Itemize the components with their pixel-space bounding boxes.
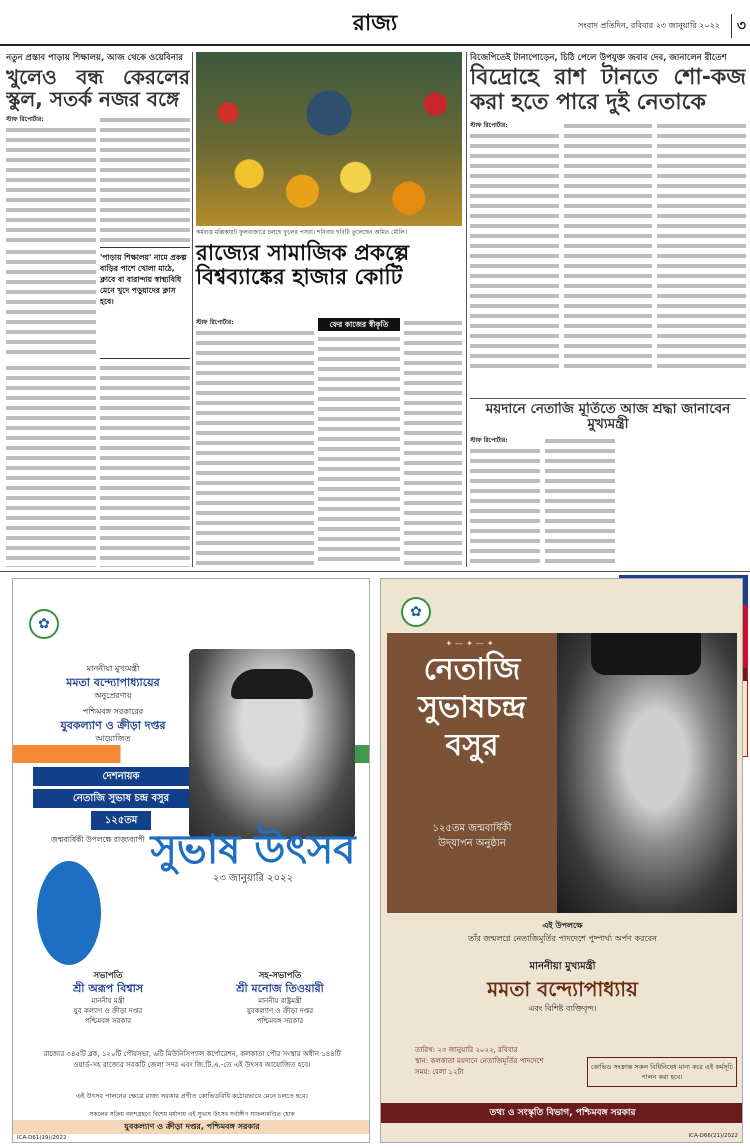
netaji-statue-story	[470, 402, 746, 567]
department-bar: যুবকল্যাণ ও ক্রীড়া দপ্তর, পশ্চিমবঙ্গ সরকার	[13, 1120, 370, 1134]
cm-role: মাননীয়া মুখ্যমন্ত্রী	[529, 961, 596, 972]
netaji-anniversary-ad	[380, 578, 743, 1143]
netaji-portrait	[557, 633, 737, 913]
middle-story-col1	[196, 318, 314, 567]
person-role: সভাপতি	[93, 971, 123, 981]
covid-notice: এই উৎসব পালনের ক্ষেত্রে রাজ্য সরকার প্রণীত কোভিডবিধি কঠোরভাবে মেনে চলতে হবে।	[76, 1092, 308, 1100]
occasion-text	[391, 919, 734, 945]
event-place: স্থান: কলকাতা ময়দানে নেতাজিমূর্তির পাদদেশে	[415, 1057, 544, 1065]
occasion-line: তাঁর জন্মলগ্নে নেতাজিমূর্তির পাদদেশে পুষ্পার্ঘ্য অর্পণ করবেন	[468, 934, 657, 943]
body-text	[564, 121, 653, 371]
department-bar: তথ্য ও সংস্কৃতি বিভাগ, পশ্চিমবঙ্গ সরকার	[381, 1103, 743, 1123]
footer-note: সকলের সক্রিয় অংশগ্রহণে বিশেষ মর্যাদায় এই সুভাষ উৎসব সর্বাঙ্গীণ সাফল্যমণ্ডিত হোক	[89, 1111, 295, 1118]
ad-ribbon: ১২৫তম	[91, 811, 151, 830]
intro-line: অনুপ্রেরণায়	[94, 691, 132, 700]
body-text	[6, 247, 96, 359]
ad-title	[387, 651, 557, 765]
pullquote: 'পাড়ায় শিক্ষালয়' নামে প্রকল্প বাড়ির পাশে খোলা মাঠে, ক্লাবে বা বারান্দায় স্বাস্থ্যবিধি মেনে খুদে পড়ুয়াদের ক্লাস হবে।	[100, 247, 190, 359]
event-details	[415, 1045, 605, 1078]
body-text	[657, 121, 746, 371]
story-kicker: নতুন প্রস্তাব পাড়ায় শিক্ষালয়, আজ থেকে ওয়েবিনার	[6, 53, 183, 63]
story-divider	[470, 398, 746, 399]
festival-date: ২৩ জানুয়ারি ২০২২	[212, 873, 294, 884]
person-name: শ্রী মনোজ তিওয়ারী	[236, 982, 324, 995]
story-byline: স্টাফ রিপোর্টার:	[470, 122, 508, 130]
festival-title: সুভাষ উৎসব	[150, 827, 356, 873]
occasion-line: এই উপলক্ষে	[542, 921, 583, 930]
body-text	[470, 131, 559, 371]
section-divider	[0, 571, 750, 572]
cm-name: মমতা বন্দ্যোপাধ্যায়	[487, 977, 638, 1001]
president-block	[33, 971, 183, 1026]
story-kicker: বিজেপিতেই টানাপোড়েন, চিঠি পেলে উপযুক্ত জবাব দেব, জানালেন রীতেশ	[470, 53, 727, 63]
anniv-line: ১২৫তম জন্মবার্ষিকী	[432, 823, 512, 834]
column-rule	[192, 52, 193, 567]
person-role: সহ-সভাপতি	[258, 971, 302, 981]
event-time: সময়: বেলা ১২টা	[415, 1068, 464, 1076]
intro-line: যুবকল্যাণ ও ক্রীড়া দপ্তর	[60, 719, 166, 732]
right-story	[470, 52, 746, 397]
body-text	[545, 436, 615, 564]
story-headline: বিদ্রোহে রাশ টানতে শো-কজ করা হতে পারে দুই নেতাকে	[470, 65, 746, 115]
body-text	[470, 446, 540, 564]
venue-text: রাজ্যের ৩৪৫টি ব্লক, ১২০টি পৌরসভা, ৬টি মিউনিসিপ্যাল কর্পোরেশন, কলকাতা পৌর সংস্থার অধীন ১৪৪টি ওয়ার্ড-সহ রাজ্যের সবকটি জেলা সদর এবং জি.টি.এ.-তে এই উৎসব আয়োজিত হবে।	[43, 1050, 341, 1069]
ad-intro	[23, 663, 203, 745]
intro-line: আয়োজিত	[95, 734, 131, 743]
left-story	[6, 52, 190, 567]
market-photo	[196, 52, 462, 226]
person-dept: যুব কল্যাণ ও ক্রীড়া দপ্তর	[73, 1007, 143, 1015]
govt-emblem-icon: ✿	[29, 609, 59, 639]
story-headline: ময়দানে নেতাজি মূর্তিতে আজ শ্রদ্ধা জানাবেন মুখ্যমন্ত্রী	[485, 402, 731, 433]
person-name: শ্রী অরূপ বিশ্বাস	[72, 982, 144, 995]
body-text	[196, 328, 314, 566]
story-byline: স্টাফ রিপোর্টার:	[6, 115, 44, 123]
jayanti-line: জন্মবার্ষিকী উপলক্ষে রাজ্যব্যাপী	[51, 835, 145, 844]
person-govt: পশ্চিমবঙ্গ সরকার	[256, 1017, 304, 1025]
title-line: নেতাজি	[423, 652, 521, 687]
title-line: সুভাষচন্দ্র	[418, 690, 526, 725]
ad-code: ICA-D61(19)/2022	[17, 1135, 67, 1141]
person-dept: যুবকল্যাণ ও ক্রীড়া দপ্তর	[246, 1007, 314, 1015]
ad-ribbon: নেতাজি সুভাষ চন্দ্র বসুর	[33, 789, 209, 808]
body-text	[318, 334, 400, 567]
event-date: তারিখ: ২৩ জানুয়ারি ২০২২, রবিবার	[415, 1046, 518, 1054]
person-title: মাননীয় মন্ত্রী	[91, 997, 125, 1005]
portrait-cap	[231, 669, 313, 699]
intro-line: পশ্চিমবঙ্গ সরকারের	[82, 707, 144, 716]
middle-story-col2	[318, 334, 400, 567]
decorative-shape	[37, 861, 101, 965]
body-text	[100, 115, 190, 243]
middle-headline: রাজ্যের সামাজিক প্রকল্পে বিশ্বব্যাঙ্কের হাজার কোটি	[196, 241, 410, 291]
masthead	[0, 0, 750, 46]
covid-notice: কোভিড সংক্রান্ত সকল বিধিনিষেধ মান্য করে এই কর্মসূচি পালন করা হবে।	[587, 1057, 737, 1087]
section-title: রাজ্য	[352, 11, 398, 36]
govt-emblem-icon: ✿	[401, 597, 431, 627]
ad-code: ICA-D66(21)/2022	[688, 1133, 738, 1139]
story-headline: খুলেও বন্ধ কেরলের স্কুল, সতর্ক নজর বঙ্গে	[6, 65, 190, 112]
body-text	[6, 125, 96, 243]
portrait-cap	[591, 633, 701, 675]
intro-line: মমতা বন্দ্যোপাধ্যায়ের	[66, 676, 160, 689]
netaji-portrait	[189, 649, 355, 839]
body-text	[404, 318, 462, 567]
cm-with: এবং বিশিষ্ট ব্যক্তিবৃন্দ।	[528, 1004, 597, 1013]
story-byline: স্টাফ রিপোর্টার:	[470, 437, 508, 445]
ornament-icon: ✦—✦—✦	[445, 639, 497, 648]
person-govt: পশ্চিমবঙ্গ সরকার	[84, 1017, 132, 1025]
person-title: মাননীয় রাষ্ট্রমন্ত্রী	[258, 997, 302, 1005]
page-number: ৩	[731, 14, 746, 38]
dateline: সংবাদ প্রতিদিন, রবিবার ২৩ জানুয়ারি ২০২২	[578, 21, 720, 30]
column-rule	[466, 52, 467, 567]
story-tag: ফের কাজের স্বীকৃতি	[318, 318, 400, 331]
subhas-utsav-ad	[12, 578, 370, 1143]
anniv-line: উদ্‌যাপন অনুষ্ঠান	[438, 838, 506, 849]
title-line: বসুর	[445, 728, 499, 763]
ad-ribbon: দেশনায়ক	[33, 767, 209, 786]
story-byline: স্টাফ রিপোর্টার:	[196, 319, 234, 326]
middle-story-col3	[404, 318, 462, 567]
photo-caption: কর্মব্যস্ত মল্লিকঘাট ফুলবাজারে চলছে ফুলের পসরা। শনিবার ছবিটি তুলেছেন অমিত মৌলি।	[196, 229, 407, 236]
body-text	[6, 363, 96, 567]
body-text	[100, 363, 190, 567]
vice-president-block	[205, 971, 355, 1026]
anniversary-text	[387, 821, 557, 851]
intro-line: মাননীয়া মুখ্যমন্ত্রী	[86, 664, 140, 673]
